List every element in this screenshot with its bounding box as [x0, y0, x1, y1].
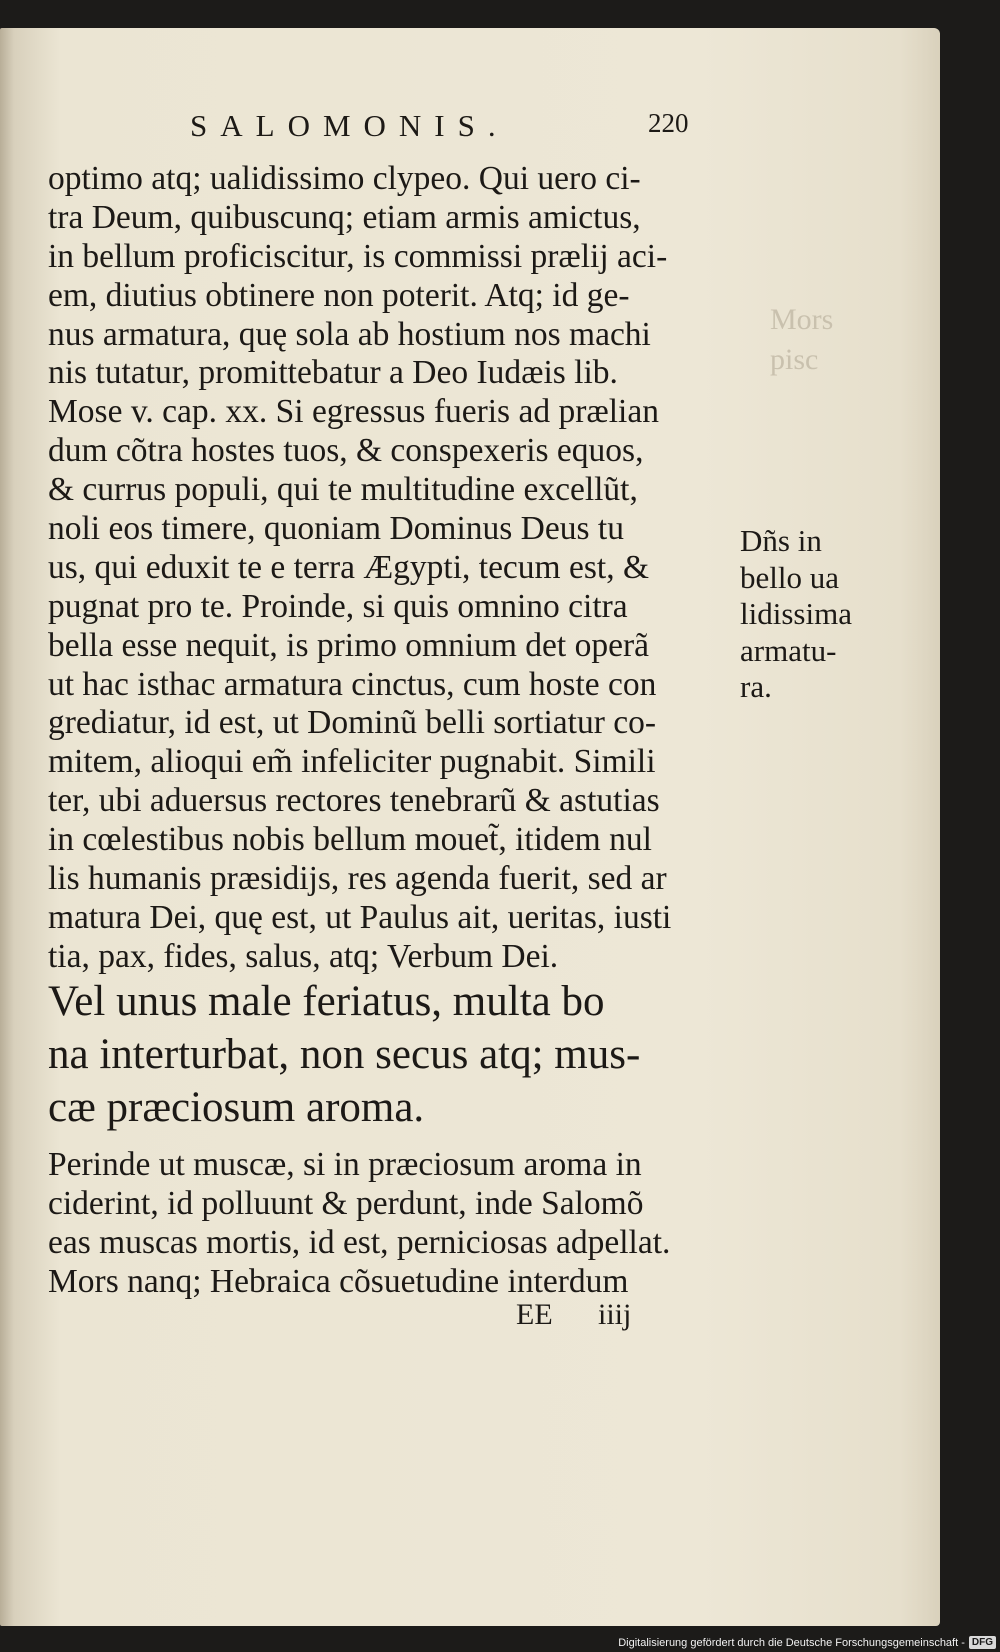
text-line: ut hac isthac armatura cinctus, cum hoste con [48, 665, 657, 703]
text-line: bella esse nequit, is primo omnium det operã [48, 626, 650, 664]
text-line: eas muscas mortis, id est, perniciosas adpellat. [48, 1224, 671, 1261]
digitization-credit [618, 1636, 996, 1649]
heading-line: cæ præciosum aroma. [48, 1084, 425, 1131]
proverb-heading [48, 975, 748, 1134]
text-line: ter, ubi aduersus rectores tenebrarũ & astutias [48, 782, 660, 820]
text-line: in cœlestibus nobis bellum mouet̃, itidem nul [48, 821, 652, 859]
text-line: in bellum proficiscitur, is commissi prælij aci- [48, 237, 668, 275]
text-line: nus armatura, quę sola ab hostium nos machi [48, 315, 651, 353]
marginal-note [740, 523, 852, 706]
text-line: optimo atq; ualidissimo clypeo. Qui uero ci- [48, 160, 641, 197]
text-line: us, qui eduxit te e terra Ægypti, tecum est, & [48, 548, 650, 586]
text-line: nis tutatur, promittebatur a Deo Iudæis lib. [48, 354, 618, 392]
signature-mark: EE [516, 1298, 553, 1331]
text-line: pugnat pro te. Proinde, si quis omnino citra [48, 587, 628, 625]
text-line: lis humanis præsidijs, res agenda fuerit, sed ar [48, 860, 667, 898]
marginal-note-line: Dñs in [740, 523, 822, 558]
page-number: 220 [648, 108, 689, 138]
text-line: Mors nanq; Hebraica cõsuetudine interdum [48, 1263, 629, 1300]
heading-line: na interturbat, non secus atq; mus- [48, 1031, 641, 1078]
text-line: em, diutius obtinere non poterit. Atq; id ge- [48, 276, 630, 314]
body-paragraph [48, 160, 728, 977]
text-line: noli eos timere, quoniam Dominus Deus tu [48, 510, 624, 548]
heading-line: Vel unus male feriatus, multa bo [48, 978, 605, 1025]
dfg-logo: DFG [969, 1636, 996, 1649]
credit-text: Digitalisierung gefördert durch die Deutsche Forschungsgemeinschaft - [618, 1636, 965, 1649]
text-line: & currus populi, qui te multitudine excellũt, [48, 471, 638, 509]
marginal-note-line: ra. [740, 669, 772, 704]
text-line: dum cõtra hostes tuos, & conspexeris equos, [48, 432, 644, 470]
marginal-note-line: armatu- [740, 632, 837, 668]
text-line: grediatur, id est, ut Dominũ belli sortiatur co- [48, 704, 657, 742]
commentary-paragraph [48, 1145, 748, 1301]
text-line: mitem, alioqui em̃ infeliciter pugnabit. Simili [48, 743, 656, 781]
marginal-note-line: lidissima [740, 596, 852, 631]
text-line: Perinde ut muscæ, si in præciosum aroma in [48, 1146, 642, 1183]
text-line: ciderint, id polluunt & perdunt, inde Salomõ [48, 1185, 644, 1222]
bleed-through-text: Mors pisc [770, 303, 834, 376]
text-line: tia, pax, fides, salus, atq; Verbum Dei. [48, 937, 559, 975]
text-line: matura Dei, quę est, ut Paulus ait, ueritas, iusti [48, 898, 672, 936]
text-line: tra Deum, quibuscunq; etiam armis amictus, [48, 198, 641, 236]
sheet-number: iiij [598, 1298, 632, 1331]
running-title: SALOMONIS. [190, 108, 509, 143]
text-line: Mose v. cap. xx. Si egressus fueris ad prælian [48, 393, 659, 431]
marginal-note-line: bello ua [740, 559, 839, 595]
